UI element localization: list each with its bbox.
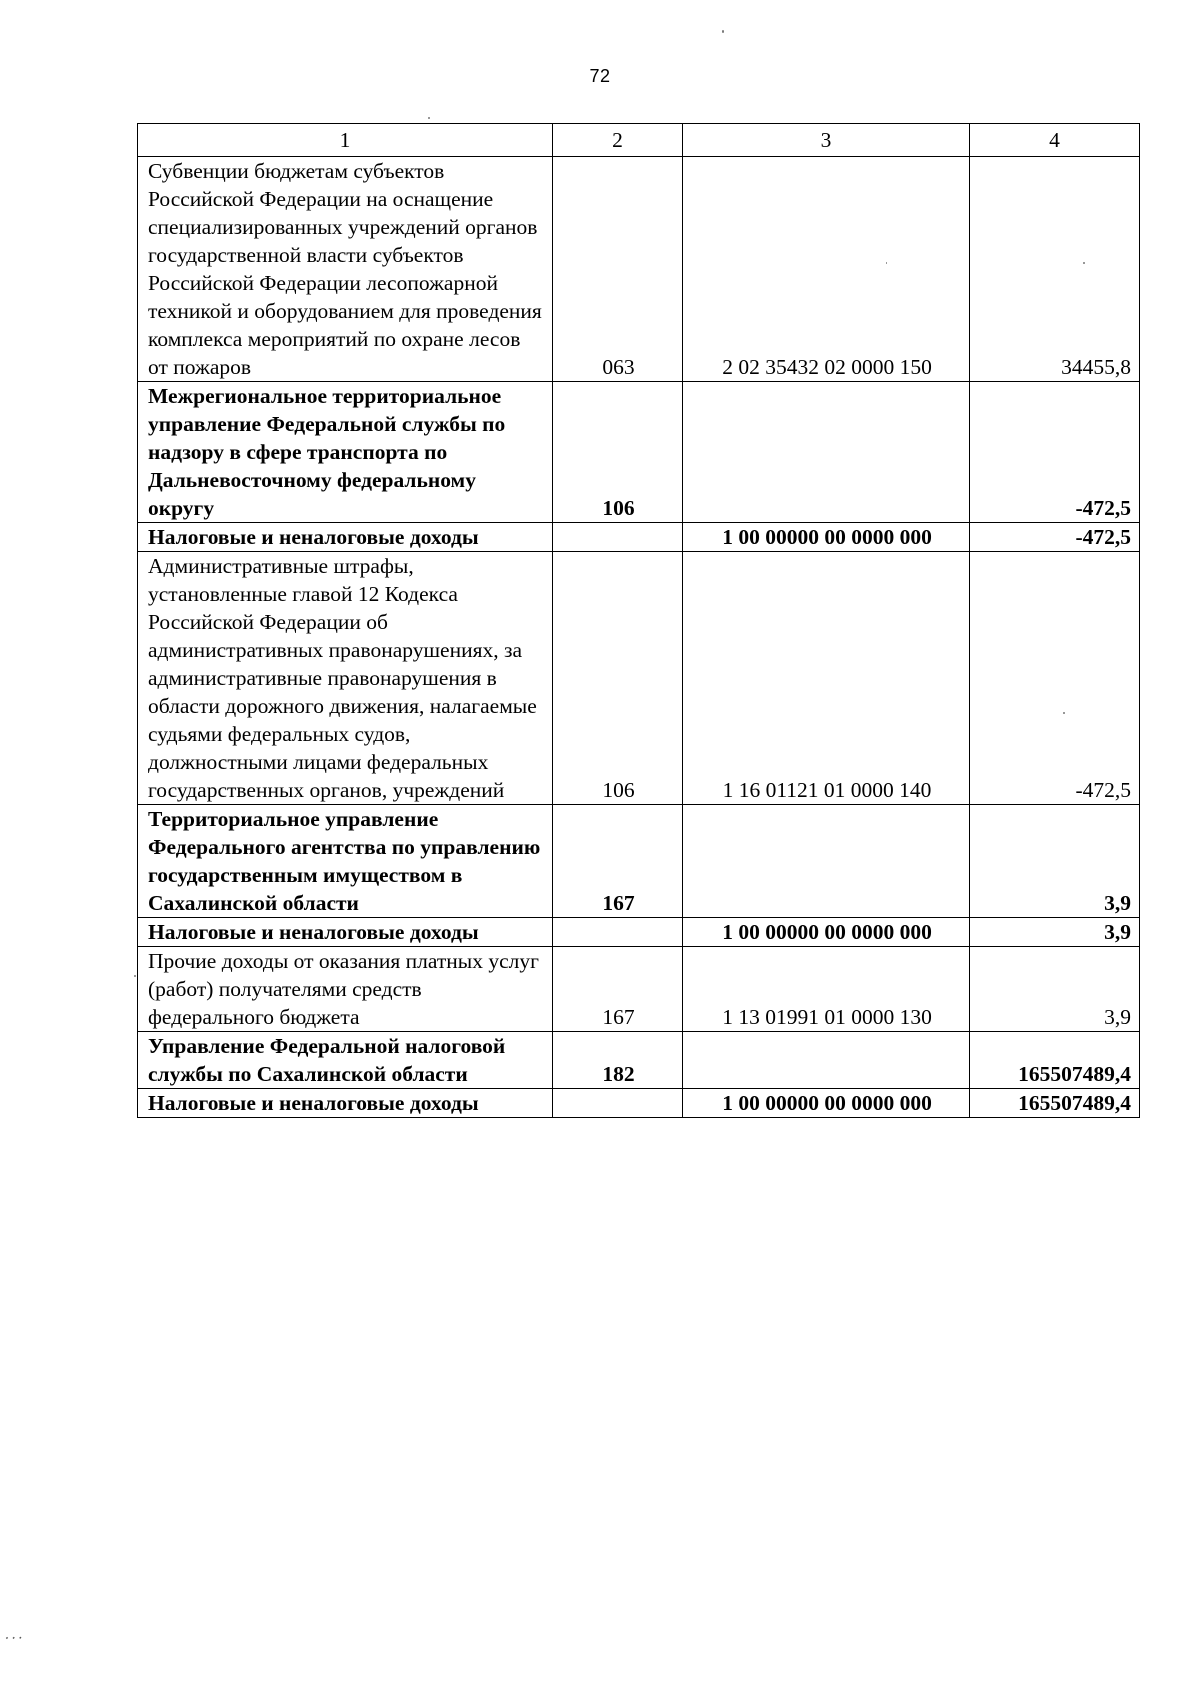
row-name: Налоговые и неналоговые доходы xyxy=(138,918,553,947)
table-row xyxy=(138,947,1140,1032)
row-amount: 3,9 xyxy=(970,947,1140,1032)
row-kbk xyxy=(683,1032,970,1089)
scan-speck xyxy=(134,975,136,977)
scan-speck xyxy=(1063,712,1065,714)
scan-speck xyxy=(886,262,887,264)
table-row xyxy=(138,157,1140,382)
scan-artifact-mark: ⋰ xyxy=(2,1628,24,1649)
revenue-table xyxy=(137,123,1140,1118)
table-header-row xyxy=(138,124,1140,157)
row-kbk: 1 00 00000 00 0000 000 xyxy=(683,523,970,552)
row-amount: -472,5 xyxy=(970,382,1140,523)
row-admin-code: 063 xyxy=(553,157,683,382)
row-admin-code xyxy=(553,1089,683,1118)
row-name: Налоговые и неналоговые доходы xyxy=(138,1089,553,1118)
row-admin-code: 167 xyxy=(553,805,683,918)
row-kbk: 1 13 01991 01 0000 130 xyxy=(683,947,970,1032)
row-admin-code: 106 xyxy=(553,382,683,523)
row-name: Управление Федеральной налоговой службы по Сахалинской области xyxy=(138,1032,553,1089)
row-name: Прочие доходы от оказания платных услуг (работ) получателями средств федерального бюджета xyxy=(138,947,553,1032)
row-amount: 165507489,4 xyxy=(970,1089,1140,1118)
row-amount: 34455,8 xyxy=(970,157,1140,382)
row-amount: 3,9 xyxy=(970,918,1140,947)
row-admin-code: 106 xyxy=(553,552,683,805)
row-kbk: 1 16 01121 01 0000 140 xyxy=(683,552,970,805)
header-col-4: 4 xyxy=(970,124,1140,157)
table-row xyxy=(138,805,1140,918)
row-amount: -472,5 xyxy=(970,523,1140,552)
row-admin-code: 167 xyxy=(553,947,683,1032)
table-row xyxy=(138,552,1140,805)
table-row xyxy=(138,1089,1140,1118)
scan-speck xyxy=(722,30,724,33)
table-row xyxy=(138,918,1140,947)
row-amount: 3,9 xyxy=(970,805,1140,918)
row-name: Межрегиональное территориальное управление Федеральной службы по надзору в сфере транспорта по Дальневосточному федеральному округу xyxy=(138,382,553,523)
header-col-3: 3 xyxy=(683,124,970,157)
header-col-2: 2 xyxy=(553,124,683,157)
row-kbk xyxy=(683,382,970,523)
row-admin-code xyxy=(553,918,683,947)
scan-speck xyxy=(1083,262,1085,264)
table-row xyxy=(138,523,1140,552)
row-admin-code xyxy=(553,523,683,552)
row-name: Субвенции бюджетам субъектов Российской Федерации на оснащение специализированных учреждений органов государственной власти субъектов Российской Федерации лесопожарной техникой и оборудованием для проведения комплекса мероприятий по охране лесов от пожаров xyxy=(138,157,553,382)
table-row xyxy=(138,382,1140,523)
row-admin-code: 182 xyxy=(553,1032,683,1089)
row-name: Налоговые и неналоговые доходы xyxy=(138,523,553,552)
row-amount: -472,5 xyxy=(970,552,1140,805)
scan-speck xyxy=(428,117,430,119)
page-number: 72 xyxy=(589,66,611,86)
row-kbk: 1 00 00000 00 0000 000 xyxy=(683,1089,970,1118)
row-kbk: 1 00 00000 00 0000 000 xyxy=(683,918,970,947)
row-kbk xyxy=(683,805,970,918)
row-amount: 165507489,4 xyxy=(970,1032,1140,1089)
table-row xyxy=(138,1032,1140,1089)
row-kbk: 2 02 35432 02 0000 150 xyxy=(683,157,970,382)
header-col-1: 1 xyxy=(138,124,553,157)
row-name: Территориальное управление Федерального агентства по управлению государственным имуществом в Сахалинской области xyxy=(138,805,553,918)
row-name: Административные штрафы, установленные главой 12 Кодекса Российской Федерации об административных правонарушениях, за административные правонарушения в области дорожного движения, налагаемые судьями федеральных судов, должностными лицами федеральных государственных органов, учреждений xyxy=(138,552,553,805)
